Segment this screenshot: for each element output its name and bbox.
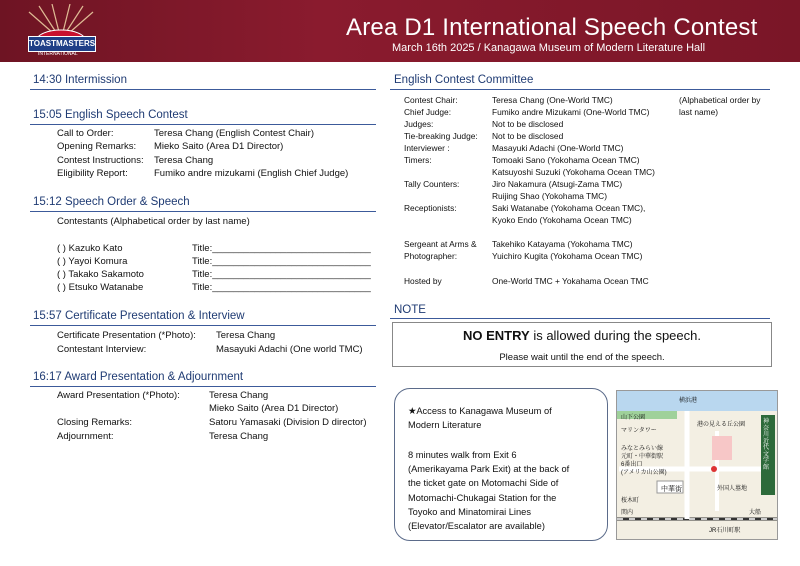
english-contest-heading: 15:05 English Speech Contest [33,109,188,121]
committee-value: Fumiko andre Mizukami (One-World TMC) [492,107,650,117]
committee-label: Photographer: [404,251,458,261]
row-value: Mieko Saito (Area D1 Director) [154,141,284,152]
committee-value: Ruijing Shao (Yokohama TMC) [492,191,607,201]
committee-value: Takehiko Katayama (Yokohama TMC) [492,239,633,249]
no-entry-notice [392,322,772,367]
row-label: Award Presentation (*Photo): [57,390,180,401]
contestant-slot: ( ) Yayoi Komura [57,256,128,267]
row-value: Teresa Chang [209,390,269,401]
certificate-heading: 15:57 Certificate Presentation & Interview [33,310,245,322]
section-divider [30,124,376,125]
logo-subtext: INTERNATIONAL [38,51,78,57]
notice-sub: Please wait until the end of the speech. [499,352,665,363]
section-divider [30,89,376,90]
notice-strong: NO ENTRY [463,328,530,343]
row-value: Teresa Chang (English Contest Chair) [154,128,314,139]
committee-value: Yuichiro Kugita (Yokohama Ocean TMC) [492,251,643,261]
map-label-museum: 神奈川近代文学館 [763,419,770,471]
access-title-line: Modern Literature [408,420,482,430]
access-line: (Elevator/Escalator are available) [408,521,545,532]
row-value: Satoru Yamasaki (Division D director) [209,417,367,428]
committee-value: Masayuki Adachi (One-World TMC) [492,143,624,153]
contestant-title-line: Title:______________________________ [192,282,371,293]
map-label: 桜木町 [621,498,640,504]
notice-text: is allowed during the speech. [529,328,701,343]
section-divider [30,325,376,326]
row-label: Contestant Interview: [57,344,147,355]
map-label: (アメリカ山公園) [621,470,667,476]
committee-label: Chief Judge: [404,107,452,117]
committee-label: Interviewer : [404,143,450,153]
header-banner [0,0,800,62]
row-value: Masayuki Adachi (One world TMC) [216,344,363,355]
committee-value: Tomoaki Sano (Yokohama Ocean TMC) [492,155,640,165]
access-info-box [394,388,608,541]
page-subtitle: March 16th 2025 / Kanagawa Museum of Modern Literature Hall [392,42,706,54]
speech-order-heading: 15:12 Speech Order & Speech [33,196,190,208]
contestant-title-line: Title:______________________________ [192,256,371,267]
committee-value: Saki Watanabe (Yokohama Ocean TMC), [492,203,646,213]
committee-label: Sergeant at Arms & [404,239,477,249]
map-label: 山下公園 [621,415,646,421]
row-value: Teresa Chang [209,431,269,442]
map-label: JR石川町駅 [709,528,741,534]
committee-label: Contest Chair: [404,95,458,105]
map-label: 元町・中華街駅 [621,454,664,460]
map-label: マリンタワー [621,428,657,434]
row-label: Adjournment: [57,431,114,442]
committee-label: Receptionists: [404,203,457,213]
row-label: Closing Remarks: [57,417,132,428]
row-value: Teresa Chang [154,155,214,166]
section-divider [30,386,376,387]
map-label: 横浜港 [679,398,698,404]
section-divider [390,89,770,90]
logo-wordmark: TOASTMASTERS [28,36,96,52]
note-heading: NOTE [394,304,426,316]
row-label: Eligibility Report: [57,168,128,179]
committee-value: Not to be disclosed [492,119,564,129]
toastmasters-logo [24,4,98,60]
committee-value: Teresa Chang (One-World TMC) [492,95,613,105]
contestant-title-line: Title:______________________________ [192,243,371,254]
access-title-line: ★Access to Kanagawa Museum of [408,406,552,416]
map-label: 中華街 [661,486,682,493]
access-line: Motomachi-Chukagai Station for the [408,492,557,503]
committee-label: Judges: [404,119,434,129]
row-label: Contest Instructions: [57,155,144,166]
committee-value: Katsuyoshi Suzuki (Yokohama Ocean TMC) [492,167,655,177]
row-label: Opening Remarks: [57,141,137,152]
row-value: Mieko Saito (Area D1 Director) [209,403,339,414]
row-label: Call to Order: [57,128,114,139]
access-line: 8 minutes walk from Exit 6 [408,450,517,460]
committee-label: Tie-breaking Judge: [404,131,478,141]
map-label: 関内 [621,510,634,516]
page-title: Area D1 International Speech Contest [346,14,758,41]
committee-order-note: (Alphabetical order by last name) [679,95,761,117]
map-label: 外国人墓地 [717,486,748,492]
map-label: みなとみらい線 [621,446,664,452]
section-divider [30,211,376,212]
committee-value: One-World TMC + Yokahama Ocean TMC [492,276,649,286]
contestant-slot: ( ) Kazuko Kato [57,243,123,254]
committee-label: Timers: [404,155,432,165]
contestant-slot: ( ) Takako Sakamoto [57,269,144,280]
section-divider [390,318,770,319]
access-directions [408,448,569,533]
row-label: Certificate Presentation (*Photo): [57,330,196,341]
committee-heading: English Contest Committee [394,74,534,86]
map-label: 大船 [749,510,762,516]
map-label: 6番出口 [621,462,643,468]
committee-label: Tally Counters: [404,179,460,189]
award-heading: 16:17 Award Presentation & Adjournment [33,371,244,383]
row-value: Teresa Chang [216,330,276,341]
intermission-heading: 14:30 Intermission [33,74,127,86]
access-map [616,390,778,540]
contestants-intro: Contestants (Alphabetical order by last name) [57,216,250,227]
contestant-slot: ( ) Etsuko Watanabe [57,282,144,293]
committee-value: Jiro Nakamura (Atsugi-Zama TMC) [492,179,623,189]
access-title [408,404,552,432]
access-line: Toyoko and Minatomirai Lines [408,506,531,517]
notice-main [393,328,771,343]
row-value: Fumiko andre mizukami (English Chief Judge) [154,168,349,179]
committee-value: Kyoko Endo (Yokohama Ocean TMC) [492,215,632,225]
access-line: the ticket gate on Motomachi Side of [408,478,559,489]
contestant-title-line: Title:______________________________ [192,269,371,280]
committee-label: Hosted by [404,276,442,286]
access-line: (Amerikayama Park Exit) at the back of [408,464,570,475]
map-label: 港の見える丘公園 [697,422,746,428]
committee-value: Not to be disclosed [492,131,564,141]
